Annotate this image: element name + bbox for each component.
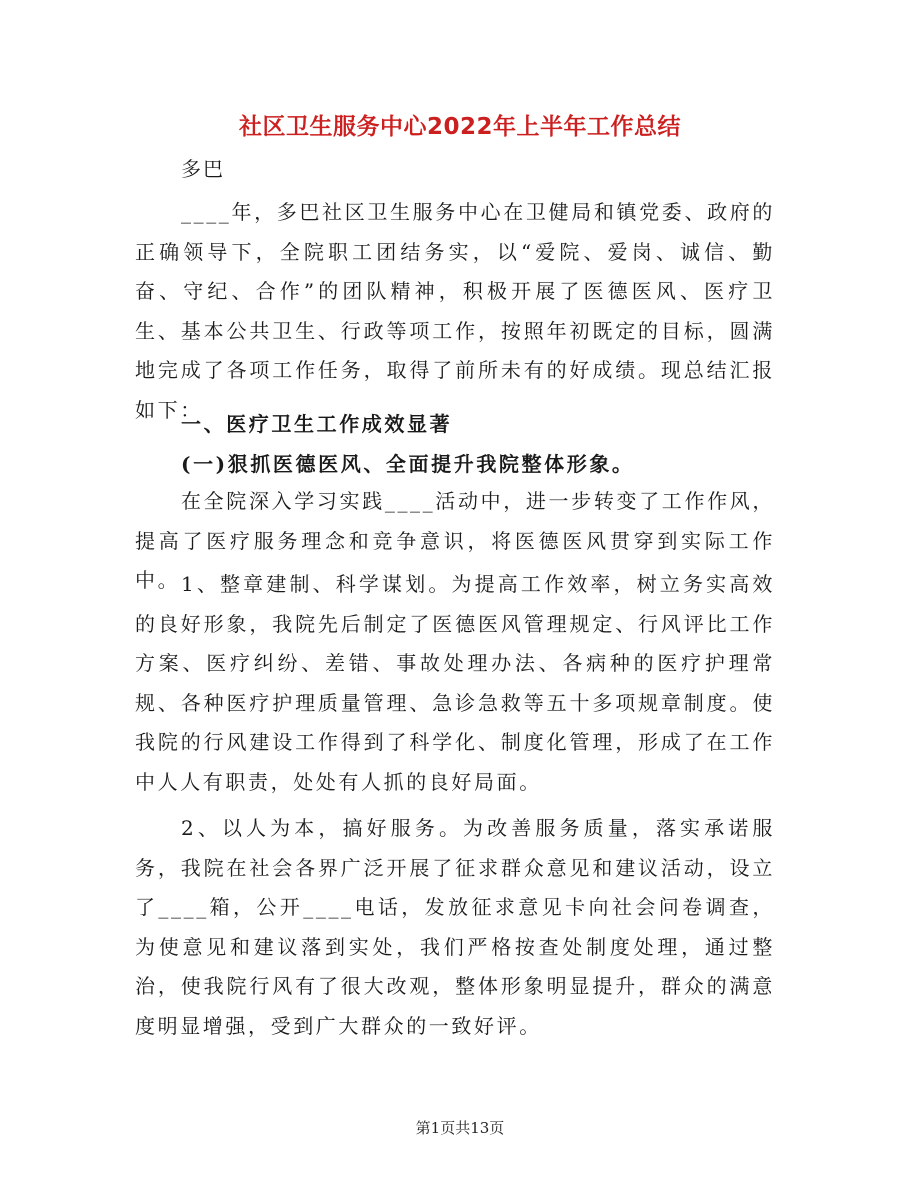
document-author: 多巴 (181, 157, 225, 181)
paragraph-practice: 在全院深入学习实践____活动中，进一步转变了工作作风，提高了医疗服务理念和竞争意识，将医德医风贯穿到实际工作中。 (135, 489, 775, 592)
subsection-heading: (一)狠抓医德医风、全面提升我院整体形象。 (181, 452, 635, 476)
paragraph-rules: 1、整章建制、科学谋划。为提高工作效率，树立务实高效的良好形象，我院先后制定了医德医风管理规定、行风评比工作方案、医疗纠纷、差错、事故处理办法、各病种的医疗护理常规、各种医疗护理质量管理、急诊急救等五十多项规章制度。使我院的行风建设工作得到了科学化、制度化管理，形成了在工作中人人有职责，处处有人抓的良好局面。 (135, 572, 775, 794)
document-title: 社区卫生服务中心2022年上半年工作总结 (238, 114, 681, 140)
section-heading: 一、医疗卫生工作成效显著 (181, 412, 453, 436)
paragraph-service: 2、以人为本，搞好服务。为改善服务质量，落实承诺服务，我院在社会各界广泛开展了征求群众意见和建议活动，设立了____箱，公开____电话，发放征求意见卡向社会问卷调查，为使意见和建议落到实处，我们严格按查处制度处理，通过整治，使我院行风有了很大改观，整体形象明显提升，群众的满意度明显增强，受到广大群众的一致好评。 (135, 816, 775, 1038)
paragraph-intro: ____年，多巴社区卫生服务中心在卫健局和镇党委、政府的正确领导下，全院职工团结务实，以“爱院、爱岗、诚信、勤奋、守纪、合作”的团队精神，积极开展了医德医风、医疗卫生、基本公共卫生、行政等项工作，按照年初既定的目标，圆满地完成了各项工作任务，取得了前所未有的好成绩。现总结汇报如下： (135, 200, 775, 422)
page-number: 第1页共13页 (415, 1119, 505, 1137)
